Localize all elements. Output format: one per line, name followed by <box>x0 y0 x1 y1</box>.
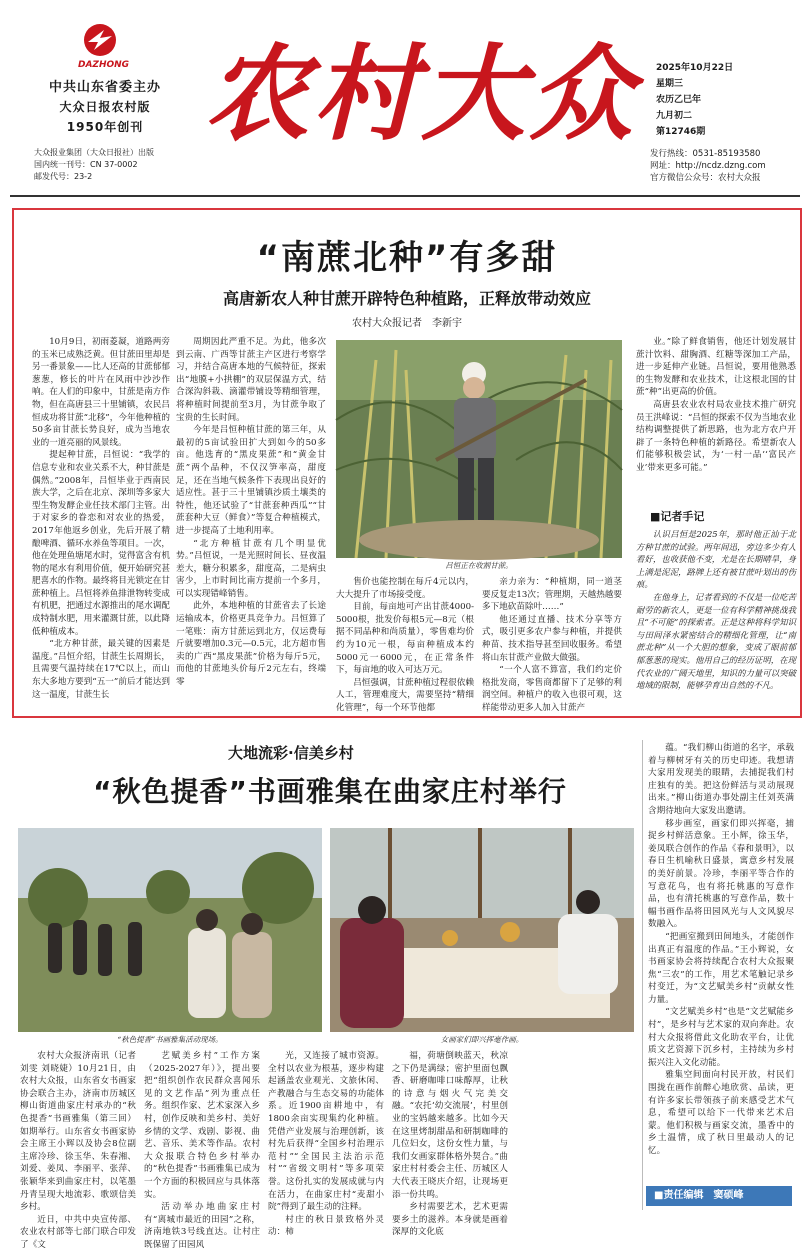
article2-title[interactable]: “秋色提香”书画雅集在曲家庄村举行 <box>93 775 567 808</box>
paragraph: 认识吕恒是2025年，那时他正汕于北方种甘蔗的试验。两年间迅，旁边多少有人看好，也收获他不变，尤是在长期晴旱，身上满是泥泥，路牌上还有被甘蔗叶划出的伤痕。 <box>636 529 796 590</box>
paragraph: 村庄的秋日景致格外灵动：柿 <box>268 1214 384 1238</box>
paragraph: 福，荷塘倒映蓝天，秋凉之下仍是满绿；密护里面包飘香、研磨咖啡口味醇厚，让秋的诗意与烟火气完美交融。“农托‘幼交流展’，村里创业的宝妈越来越多。比如今天在这里烤制甜品和研制咖啡的几位妇女，这份女性力量，与我们女画家群体格外契合。”曲家庄村村委会主任、历城区人大代表王晓庆介绍，让现场更添一份共鸣。 <box>392 1051 508 1200</box>
date-info <box>656 60 786 140</box>
paragraph: 他还通过直播、技术分享等方式，吸引更多农户参与种植，并提供种苗、技术指导甚至回收服务。希望将山东甘蔗产业做大做强。 <box>482 614 622 663</box>
photo-caption: 女画家们即兴挥毫作画。 <box>440 1035 524 1044</box>
paragraph: “北方种植甘蔗有几个明显优势。”吕恒说，一是光照时间长、昼夜温差大，糖分积累多，甜度高，二是病虫害少，上市时间比南方提前一个多月，可以实现错峰销售。 <box>176 538 326 599</box>
event-scene-photo[interactable] <box>18 828 322 1032</box>
paragraph: 业。”除了鲜食销售，他还计划发展甘蔗汁饮料、甜胸酒、红糖等深加工产品，进一步延伸产业链。吕恒说，要用他熟悉的生物发酵和农业技术，让这根北国的甘蔗“种”出更高的价值。 <box>636 337 796 398</box>
lunar-day: 九月初二 <box>656 111 693 121</box>
dazhong-logo-icon <box>80 22 120 58</box>
paragraph: “北方种甘蔗，最关键的因素是温度。”吕恒介绍，甘蔗生长周期长，且需要气温持续在17℃以上，而山东大多地方要到“五一”前后才能达到这一温度，甘蔗生长 <box>32 639 170 700</box>
paragraph: 在他身上，记者看到的不仅是一位吃苦耐劳的新农人，更是一位有科学精神挑战我且“不可能”的探索者。正是这种将科学知识与田间泽水紧密结合的精细化管理，让“南蔗北种”从一个大胆的想象，变成了眼前郁郁葱葱的现实。他用自己的经历证明，在现代农业的广阔天地里，知识的力量可以突破地域的限制，能够孕育出自然的不凡。 <box>636 591 796 691</box>
issue-number: 第12746期 <box>656 127 706 137</box>
hotline: 发行热线：0531-85193580 <box>650 149 761 159</box>
issue-date: 2025年10月22日 <box>656 63 734 73</box>
publisher-details <box>34 147 214 183</box>
article1-column-4 <box>482 576 622 714</box>
article2-column-5 <box>648 742 794 1180</box>
paragraph: 高唐县农业农村局农业技术推广研究员王洪峰说：“吕恒的探索不仅为当地农业结构调整提供了新思路，也为北方农户开辟了一条特色种植的新路径。希望新农人们能够积极尝试，为‘一村一品’‘富民产业’带来更多可能。” <box>636 399 796 473</box>
paragraph: 今年是吕恒种植甘蔗的第三年，从最初的5亩试验田扩大到如今的50多亩。他选育的“黑皮果蔗”和“黄金甘蔗”两个品种，不仅汉笋率高，甜度足，还在当地气候条件下表现出良好的适应性。甚于三十里铺镇沙质土壤类的特性，他还试验了“甘蔗套种西瓜”“甘蔗套种大豆（鲜食）”等复合种植模式，进一步提高了土地利用率。 <box>176 425 326 536</box>
paragraph: 近日，中共中央宣传部、农业农村部等七部门联合印发了《文 <box>20 1214 136 1250</box>
reporter-note-body <box>636 528 796 692</box>
article1-column-1 <box>32 336 170 714</box>
article1-column-2 <box>176 336 326 714</box>
sugarcane-field-image <box>336 340 622 558</box>
publisher-info <box>20 76 190 135</box>
paragraph: “文艺赋美乡村”也是“文艺赋能乡村”，是乡村与艺术家的双向奔赴。农村大众报将借此文化助农平台，让优质文艺资源下沉乡村，主持续为乡村振兴注入文化动能。 <box>648 1007 794 1068</box>
paragraph: 雅集空间面向村民开放，村民们围拢在画作前醉心地欣赏、品读，更有许多家长带领孩子前来感受艺术气息，希望可以给下一代带来艺术启蒙。他们积极与画家交流，墨香中的乡土温情，成了秋日里最动人的记忆。 <box>648 1070 794 1156</box>
paragraph: “把画室搬到田间地头，才能创作出真正有温度的作品。”王小辉说，女书画家协会将持续配合农村大众报聚焦“三农”的工作，用艺术笔触记录乡村变迁，为“文艺赋美乡村”贡献女性力量。 <box>648 931 794 1005</box>
outdoor-group-image <box>18 828 322 1032</box>
paragraph: 吕恒强调，甘蔗种植过程很依赖人工，管理难度大，需要坚持“精细化管理”，每一个环节他都 <box>336 677 474 713</box>
publisher-name: 大众报业集团（大众日报社）出版 <box>34 148 154 157</box>
photo-caption: “秋色提香”书画雅集活动现场。 <box>117 1035 223 1044</box>
contact-info <box>650 148 810 184</box>
paragraph: 移步画室，画家们即兴挥毫，捕捉乡村鲜活意象。王小辉，徐玉华，姜凤联合创作的作品《春和景明》，以春日生机喻秋日盛景，寓意乡村发展的美好前景。冷珍，李丽平等合作的写意花鸟，也有将托桃惠的写意作品，也有清托桃惠的写意作品，数十幅书画作品将田园风光与人文风貌尽数融入。 <box>648 818 794 930</box>
org-line-2: 大众日报农村版 <box>59 100 151 114</box>
paragraph: 周期因此严重不足。为此，他多次到云南、广西等甘蔗主产区进行考察学习，并结合高唐本地的气候特征，探索出“地膜+小拱棚”的双层保温方式，结合深沟斜栽、滴灌带铺设等精细管理，将种植时间提前至3月，为甘蔗争取了宝贵的生长时间。 <box>176 337 326 423</box>
article1-subtitle: 高唐新农人种甘蔗开辟特色种植路，正释放带动效应 <box>222 289 591 308</box>
paragraph: 亲力亲为：“种植期，同一道茎要反复走13次；管理期，天越热越要多下地砍苗除叶……” <box>482 577 622 613</box>
column-divider <box>642 740 643 1210</box>
photo-caption: 吕恒正在收割甘蔗。 <box>445 561 513 570</box>
paragraph: 乡村需要艺术，艺术更需要乡土的滋养。本身就是画着深厚的文化底 <box>392 1202 508 1238</box>
featured-article-box <box>12 208 802 718</box>
article2-column-2 <box>144 1050 260 1250</box>
paragraph: 艺赋美乡村”工作方案（2025-2027年）》，提出要把“组织创作农民群众喜闻乐见的文艺作品”列为重点任务。组织作家、艺术家深入乡村，创作反映和美乡村、美好乡情的文学、戏剧、影视、曲艺、音乐、美术等作品。农村大众报联合特色乡村举办的“秋色提香”书画雅集已成为一个方面的积极回应与具体落实。 <box>144 1051 260 1200</box>
indoor-painting-image <box>330 828 634 1032</box>
reporter-note-title: ■记者手记 <box>650 510 705 523</box>
org-line-1: 中共山东省委主办 <box>48 80 161 95</box>
paragraph: “一个人富不算富，我们约定价格批发商，零售商都留下了足够的利润空间。种植户的收入也很可观，这样能带动更多人加入甘蔗产 <box>482 665 622 713</box>
paragraph: 光，又连接了城市资源。全村以农业为根基，逐步构建起涵盖农业观光、文旅休闲、产教融合与生态交易的功能体系。近1900亩耕地中，有1800余亩实现集约化种植。凭借产业发展与治理创新，该村先后获得“全国乡村治理示范村”“全国民主法治示范村”“省级文明村”等多项荣誉。这份扎实的发展成就与内在活力，在曲家庄村“麦甜小院”得到了最生动的注释。 <box>268 1051 384 1213</box>
article2-column-3 <box>268 1050 384 1238</box>
website[interactable]: 网址：http://ncdz.dzng.com <box>650 161 766 171</box>
paragraph: 活动举办地曲家庄村有“离城市最近的田园”之称，济南地铁3号线直达。让村庄既保留了田园风 <box>144 1202 260 1250</box>
article1-title[interactable]: “南蔗北种”有多甜 <box>256 238 558 278</box>
paragraph: 蕴。“我们柳山街道的名字，承载着与柳树牙有关的历史印迹。我想请大家用发现美的眼睛，去捕捉我们村庄独有的美。把这份鲜活与灵动展现出来。”柳山街道办事处副主任刘英满含期待地向大家发出邀请。 <box>648 743 794 816</box>
article2-column-4 <box>392 1050 508 1238</box>
article1-column-3 <box>336 576 474 714</box>
wechat-account: 官方微信公众号：农村大众报 <box>650 173 761 183</box>
newspaper-title <box>206 18 636 158</box>
newspaper-title-text: 农村大众 <box>204 32 638 155</box>
article1-column-5 <box>636 336 796 502</box>
article2-column-1 <box>20 1050 136 1250</box>
cn-number: 国内统一刊号：CN 37-0002 <box>34 160 138 169</box>
masthead <box>0 0 810 200</box>
painting-session-photo[interactable] <box>330 828 634 1032</box>
article1-byline: 农村大众报记者 李新宇 <box>352 318 462 329</box>
paragraph: 目前，每亩地可产出甘蔗4000-5000根，批发价每根5元—8元（根据不同品种和尚质量），零售难均价约为10元一根，每亩种植成本约5000元一6000元，在正常条件下，每亩地的收入可达万元。 <box>336 602 474 676</box>
paragraph: 提起种甘蔗，吕恒说：“我学的信息专业和农业关系不大，种甘蔗是偶然。”2008年，吕恒毕业于西南民族大学，之后在北京、深圳等多家大型生物发酵企业任技术部门主管。出于对家乡的眷恋和对农业的热爱，2017年他返乡创业，先后开展了精酿啤酒、循环水养鱼等项目。一次，他在处理鱼塘尾水时，觉得富含有机物的尾水有利用价值，便开始研究甚肥喜水的作物。最终将目光锁定在甘蔗种植上。吕恒将养鱼排泄物转变成有机肥，把通过水源推出的尾水调配成特制水肥，用来灌溉甘蔗，以此降低种植成本。 <box>32 450 170 637</box>
org-line-3: 1950年创刊 <box>66 120 144 134</box>
postal-code: 邮发代号：23-2 <box>34 172 93 181</box>
lunar-year: 农历乙巳年 <box>656 95 702 105</box>
masthead-divider <box>10 195 800 197</box>
brand-logo-text: DAZHONG <box>78 60 130 70</box>
sugarcane-harvest-photo[interactable] <box>336 340 622 558</box>
weekday: 星期三 <box>656 79 684 89</box>
paragraph: 售价也能控制在每斤4元以内，大大提升了市场接受度。 <box>336 577 474 600</box>
paragraph: 农村大众报济南讯（记者刘雯 刘晓婕）10月21日，由农村大众报，山东省女书画家协会联合主办，济南市历城区柳山街道曲家庄村承办的“秋色提香”书画雅集（第三回）如期举行。山东省女书画家协会主席王小辉以及协会8位副主席冷珍、徐玉华、朱春湘、刘爱、姜凤、李丽平、张萍、张颖华来到曲家庄村，以笔墨丹青呈现大地流彩、歌颂信美乡村。 <box>20 1051 136 1213</box>
article2-kicker: 大地流彩·信美乡村 <box>228 744 354 762</box>
paragraph: 10月9日，初雨菱凝，道路两旁的玉米已成熟泛黄。但甘蔗田里却是另一番景象——比人还高的甘蔗郁郁葱葱，修长的叶片在风雨中沙沙作响。在人们的印象中，甘蔗是南方作物，但在高唐县三十里铺镇，农民吕恒成功将甘蔗“北移”，今年他种植的50多亩甘蔗长势良好，成为当地农业的一道亮丽的风景线。 <box>32 337 170 448</box>
paragraph: 此外，本地种植的甘蔗省去了长途运输成本，价格更具竞争力。吕恒算了一笔账：南方甘蔗运到北方，仅运费每斤就要增加0.3元—0.5元，北方超市售卖的广西“黑皮果蔗”价格为每斤5元，而他的甘蔗地头价每斤2元左右，终端零 <box>176 601 326 688</box>
responsible-editor-tag: ■责任编辑 窦硕峰 <box>646 1186 792 1206</box>
